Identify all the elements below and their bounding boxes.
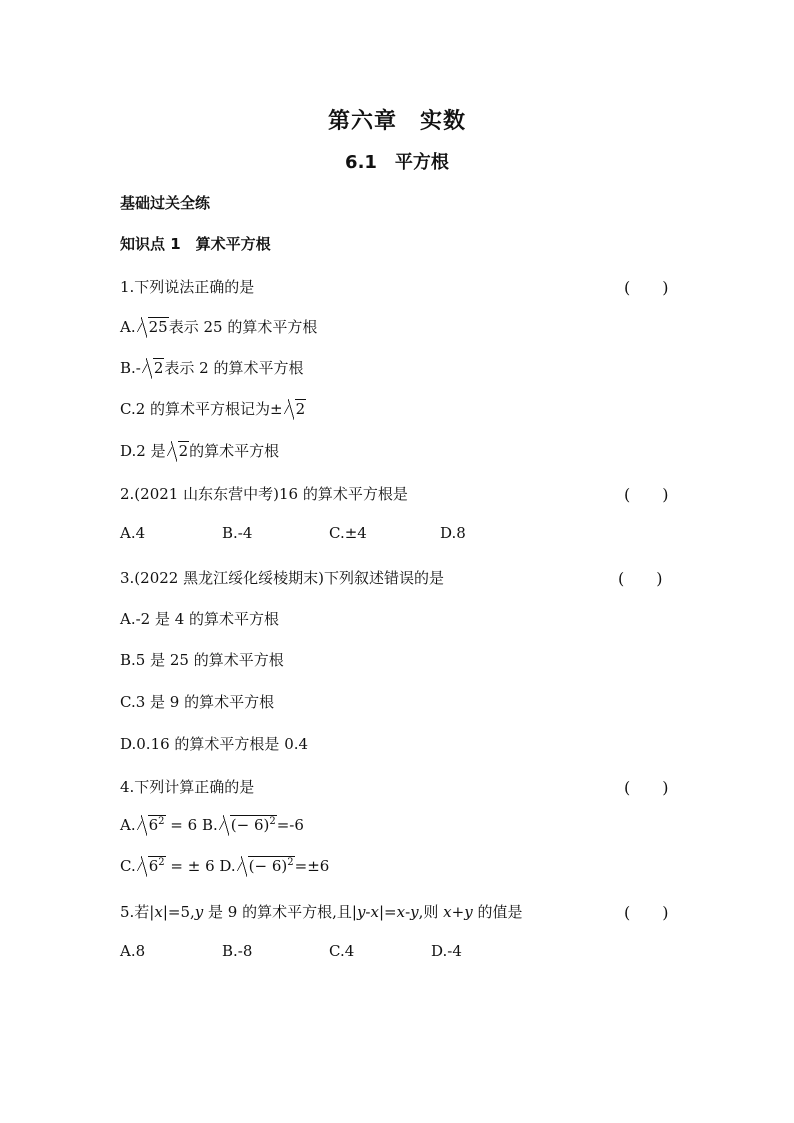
question-1-stem: 1.下列说法正确的是 <box>120 278 255 296</box>
option-d: D.-4 <box>431 942 462 960</box>
option-text: 的算术平方根 <box>189 442 280 460</box>
option-text: =±6 <box>294 857 330 875</box>
question-3-answer-paren: ( ) <box>618 569 663 588</box>
section-title: 6.1 平方根 <box>345 152 449 173</box>
base: (− 6) <box>248 857 288 875</box>
question-1-option-c <box>120 398 306 419</box>
option-text: = ± 6 <box>165 857 215 875</box>
variable: x <box>443 903 452 921</box>
radical-sign <box>142 358 165 377</box>
question-4-stem: 4.下列计算正确的是 <box>120 778 255 796</box>
question-3-option-d: D.0.16 的算术平方根是 0.4 <box>120 735 309 753</box>
exponent: 2 <box>158 857 165 868</box>
question-5-stem <box>120 901 522 922</box>
variable: x <box>396 903 406 921</box>
radical-sign <box>284 399 307 418</box>
exponent: 2 <box>158 816 165 827</box>
radical-sign <box>137 815 166 834</box>
stem-text: ,则 <box>418 903 444 921</box>
option-c: C.±4 <box>329 524 367 542</box>
radical-sign <box>137 856 166 875</box>
option-text: B.- <box>120 359 141 377</box>
stem-text: + <box>451 903 465 921</box>
option-text: 表示 25 的算术平方根 <box>168 318 318 336</box>
question-5-answer-paren: ( ) <box>624 903 669 922</box>
question-3-option-c: C.3 是 9 的算术平方根 <box>120 693 275 711</box>
question-4-answer-paren: ( ) <box>624 778 669 797</box>
radicand: 2 <box>178 442 189 460</box>
section-heading: 基础过关全练 <box>120 194 211 212</box>
base: 6 <box>148 816 159 834</box>
radical-sign <box>137 317 169 336</box>
variable: y <box>410 903 419 921</box>
variable: y <box>464 903 473 921</box>
variable: y <box>194 903 204 921</box>
option-text: D. <box>214 857 236 875</box>
option-text: A. <box>120 816 136 834</box>
option-text: B. <box>197 816 218 834</box>
exponent: 2 <box>287 857 294 868</box>
base: (− 6) <box>230 816 270 834</box>
option-text: = 6 <box>165 816 198 834</box>
question-1-option-b <box>120 357 304 378</box>
question-3-option-a: A.-2 是 4 的算术平方根 <box>120 610 280 628</box>
variable: x <box>154 903 163 921</box>
question-2-stem: 2.(2021 山东东营中考)16 的算术平方根是 <box>120 485 408 503</box>
option-text: A. <box>120 318 136 336</box>
radicand <box>248 856 295 875</box>
radical-sign <box>237 856 295 875</box>
option-b: B.-4 <box>222 524 253 542</box>
stem-text: - <box>405 903 411 921</box>
stem-text: |=5, <box>162 903 195 921</box>
question-1-answer-paren: ( ) <box>624 278 669 297</box>
stem-text: 5.若| <box>120 903 155 921</box>
question-3-stem: 3.(2022 黑龙江绥化绥棱期末)下列叙述错误的是 <box>120 569 444 587</box>
option-text: 表示 2 的算术平方根 <box>164 359 304 377</box>
question-1-option-d <box>120 440 279 461</box>
option-text: D.2 是 <box>120 442 166 460</box>
option-text: C. <box>120 857 136 875</box>
option-c: C.4 <box>329 942 355 960</box>
question-2-options <box>120 524 466 542</box>
option-a: A.4 <box>120 524 146 542</box>
knowledge-point-heading: 知识点 1 算术平方根 <box>120 235 271 253</box>
radical-sign <box>219 815 277 834</box>
stem-text: |= <box>378 903 397 921</box>
question-4-options-cd <box>120 856 329 875</box>
stem-text: 的值是 <box>472 903 523 921</box>
radicand: 2 <box>153 359 164 377</box>
option-a: A.8 <box>120 942 146 960</box>
radical-sign <box>167 441 190 460</box>
chapter-title: 第六章 实数 <box>327 109 466 134</box>
exponent: 2 <box>269 816 276 827</box>
variable: x <box>370 903 379 921</box>
option-text: =-6 <box>276 816 304 834</box>
question-4-options-ab <box>120 815 304 834</box>
question-2-answer-paren: ( ) <box>624 485 669 504</box>
radicand <box>230 815 277 834</box>
stem-text: - <box>365 903 371 921</box>
radicand: 25 <box>148 318 168 336</box>
base: 6 <box>148 857 159 875</box>
option-b: B.-8 <box>222 942 253 960</box>
question-1-option-a <box>120 316 317 337</box>
option-text: C.2 的算术平方根记为± <box>120 400 283 418</box>
option-d: D.8 <box>440 524 466 542</box>
radicand <box>148 856 166 875</box>
radicand: 2 <box>295 400 306 418</box>
radicand <box>148 815 166 834</box>
question-3-option-b: B.5 是 25 的算术平方根 <box>120 651 284 669</box>
question-5-options <box>120 942 462 960</box>
variable: y <box>356 903 366 921</box>
stem-text: 是 9 的算术平方根,且| <box>203 903 357 921</box>
